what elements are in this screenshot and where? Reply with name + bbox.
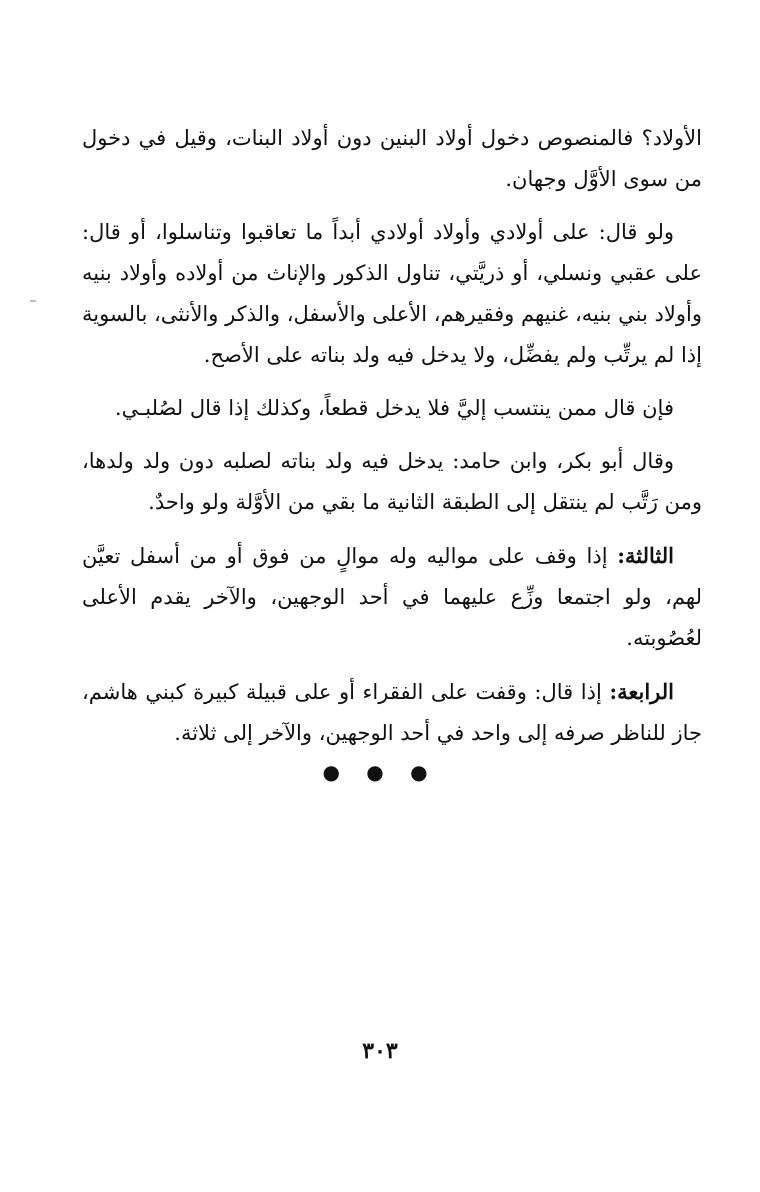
paragraph-5 — [82, 535, 702, 659]
paragraph-4 — [82, 441, 702, 523]
paragraph-4-text: وقال أبو بكر، وابن حامد: يدخل فيه ولد بناته لصلبه دون ولد ولدها، ومن رَتَّب لم ينتقل إلى الطبقة الثانية ما بقي من الأوَّلة ولو واحدٌ. — [82, 449, 702, 514]
paragraph-2-text: ولو قال: على أولادي وأولاد أولادي أبداً ما تعاقبوا وتناسلوا، أو قال: على عقبي ونسلي، أو ذريَّتي، تناول الذكور والإناث من أولاده وأولاد بنيه وأولاد بني بنيه، غنيهم وفقيرهم، الأعلى والأسفل، والذكر والأنثى، بالسوية إذا لم يرتِّب ولم يفضِّل، ولا يدخل فيه ولد بناته على الأصح. — [81, 220, 702, 367]
paragraph-5-heading: الثالثة: — [617, 543, 674, 568]
margin-mark — [30, 300, 36, 302]
section-separator: ● ● ● — [322, 760, 438, 784]
body-text — [82, 118, 702, 766]
paragraph-1 — [82, 118, 702, 200]
paragraph-6-text: إذا قال: وقفت على الفقراء أو على قبيلة كبيرة كبني هاشم، جاز للناظر صرفه إلى واحد في أحد الوجهين، والآخر إلى ثلاثة. — [82, 680, 702, 745]
paragraph-5-text: إذا وقف على مواليه وله موالٍ من فوق أو من أسفل تعيَّن لهم، ولو اجتمعا وزِّع عليهما في أحد الوجهين، والآخر يقدم الأعلى لعُصُوبته. — [82, 544, 702, 650]
paragraph-2 — [82, 212, 702, 376]
page-number: ٣٠٣ — [362, 1038, 398, 1064]
paragraph-3 — [82, 388, 702, 429]
paragraph-1-text: الأولاد؟ فالمنصوص دخول أولاد البنين دون أولاد البنات، وقيل في دخول من سوى الأوَّل وجهان. — [82, 126, 702, 191]
paragraph-6-heading: الرابعة: — [609, 679, 674, 704]
paragraph-6 — [82, 671, 702, 754]
paragraph-3-text: فإن قال ممن ينتسب إليَّ فلا يدخل قطعاً، وكذلك إذا قال لصُلبـي. — [114, 396, 674, 420]
